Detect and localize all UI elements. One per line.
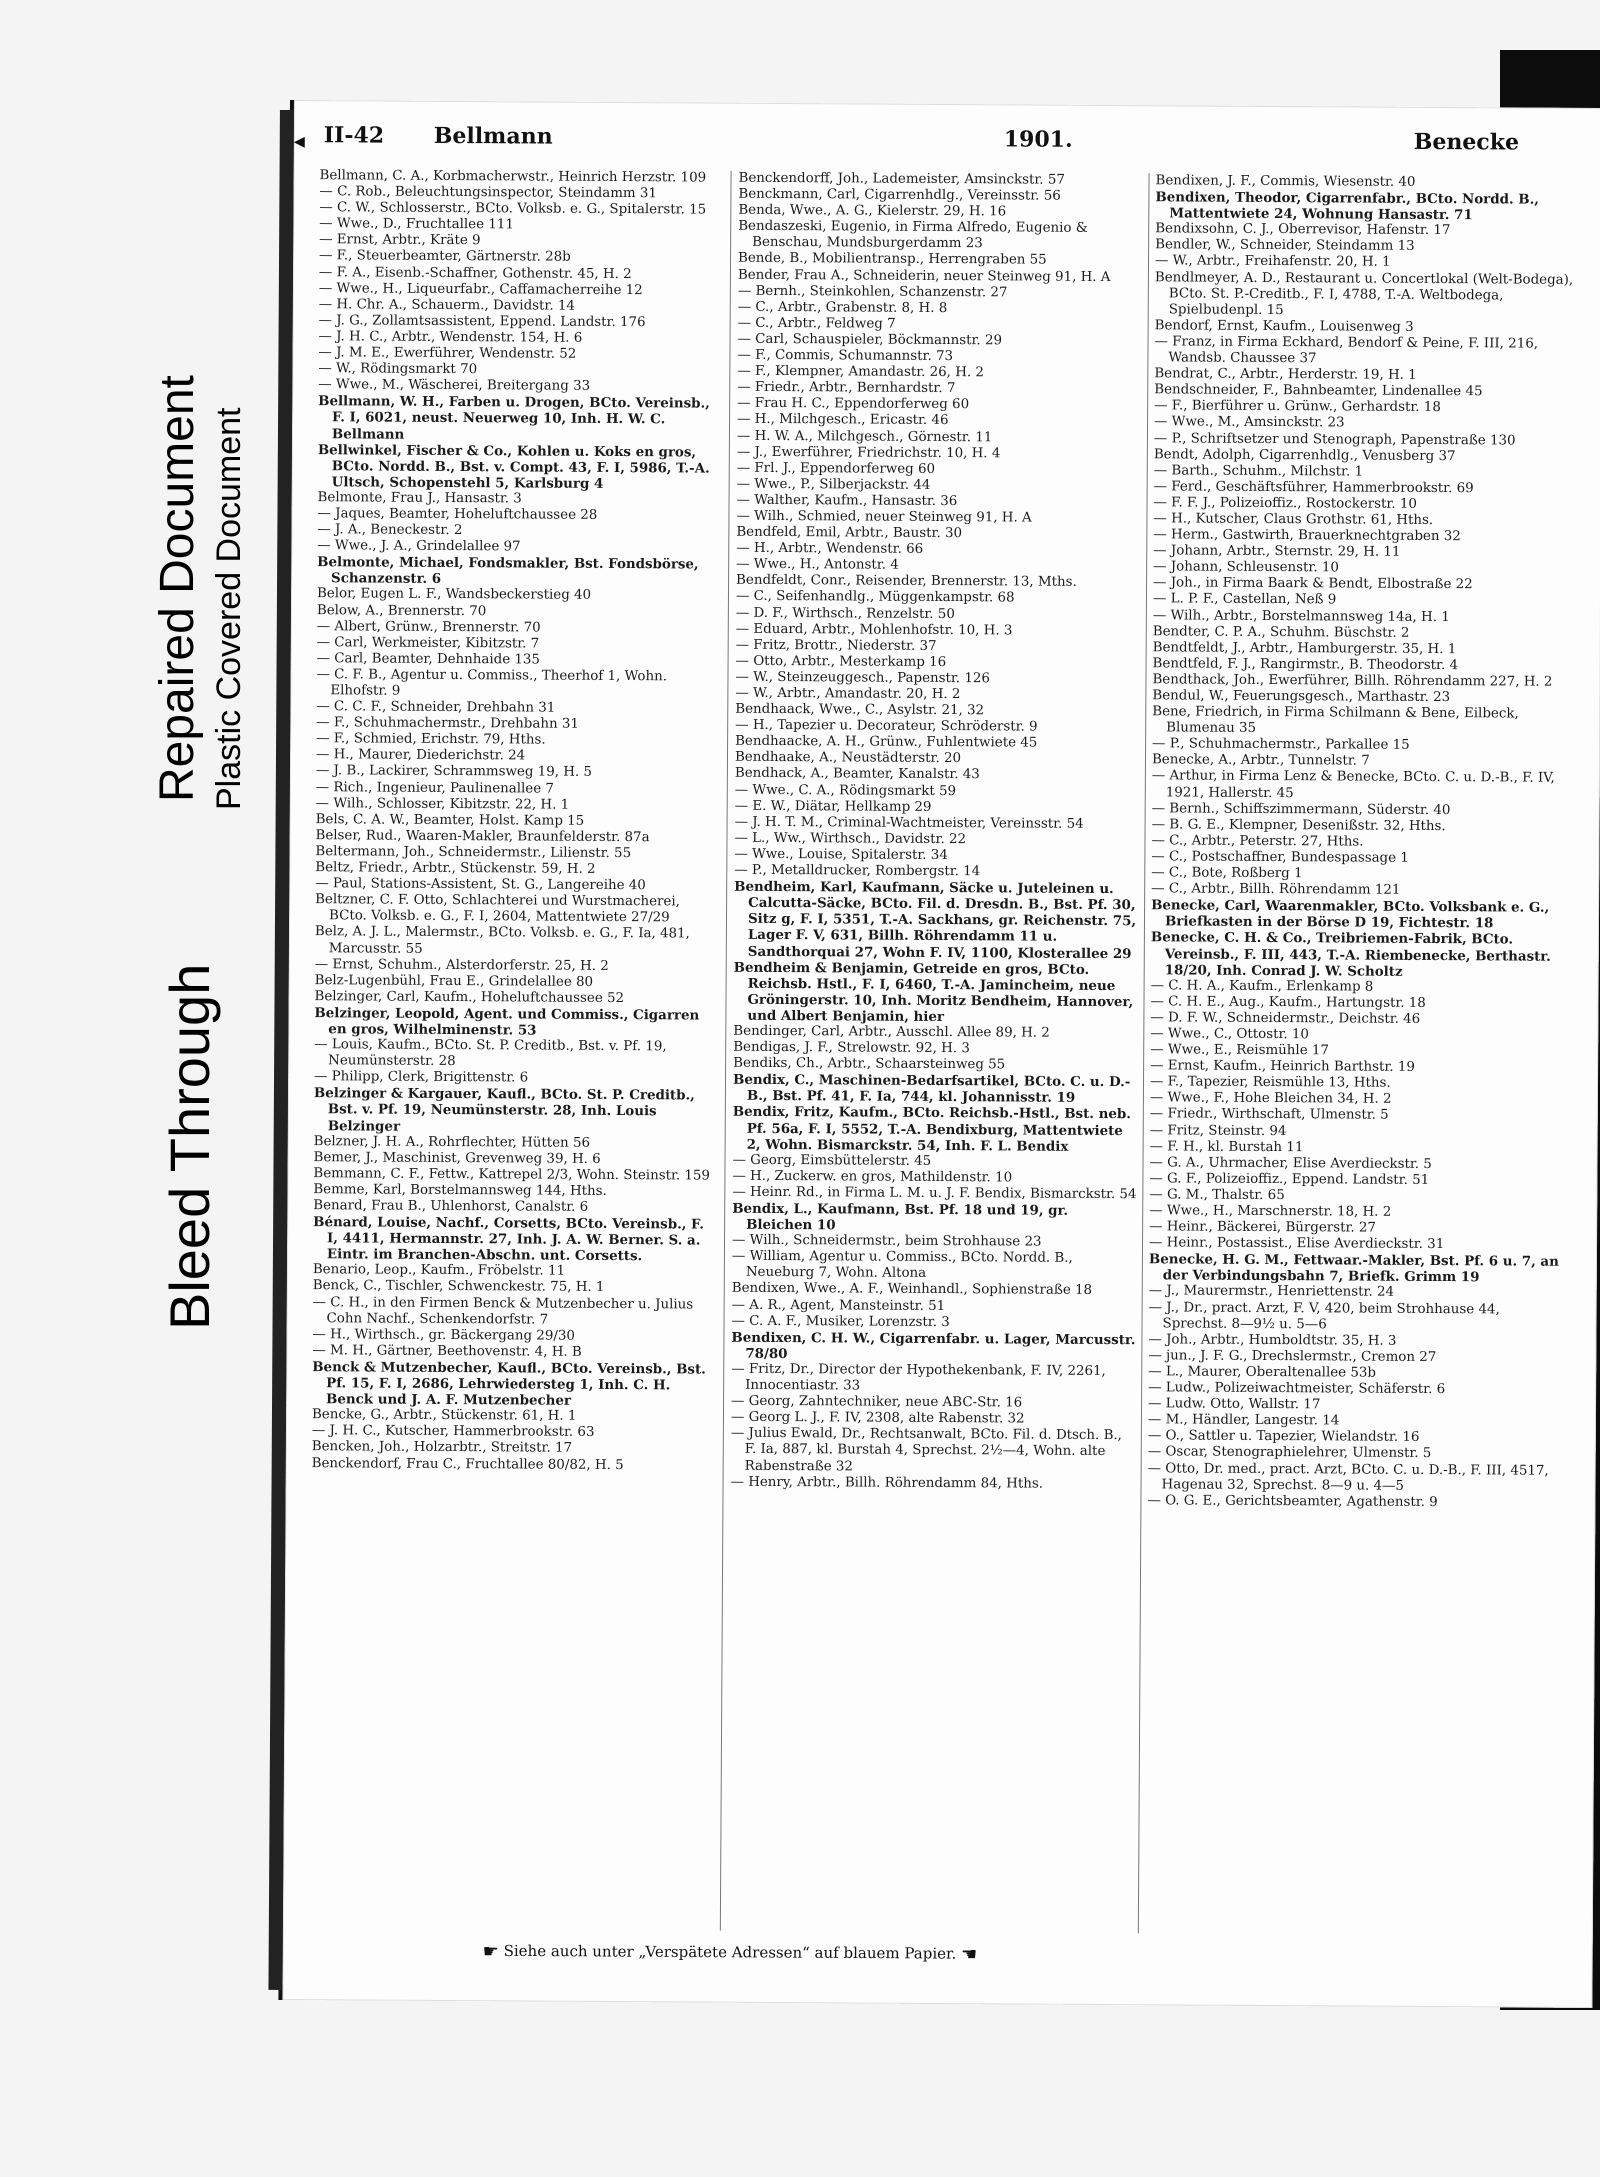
directory-entry: — Otto, Arbtr., Mesterkamp 16 — [735, 653, 947, 670]
directory-entry: — F., Bierführer u. Grünw., Gerhardstr. 18 — [1154, 398, 1441, 416]
page-footer-note — [483, 1941, 1383, 1976]
directory-entry: — C. Rob., Beleuchtungsinspector, Steindamm 31 — [319, 184, 657, 202]
directory-entry: — J. G., Zollamtsassistent, Eppend. Landstr. 176 — [318, 313, 646, 331]
directory-entry: — Wilh., Schneidermstr., beim Strohhause 23 — [731, 1232, 1042, 1250]
directory-entry: — Ludw., Polizeiwachtmeister, Schäferstr. 6 — [1148, 1380, 1446, 1398]
directory-entry: — C., Arbtr., Grabenstr. 8, H. 8 — [737, 299, 948, 316]
directory-entry: — Ferd., Geschäftsführer, Hammerbrookstr. 69 — [1153, 479, 1474, 497]
directory-entry: — Carl, Schauspieler, Böckmannstr. 29 — [737, 331, 1003, 349]
directory-entry: — O., Sattler u. Tapezier, Wielandstr. 16 — [1147, 1428, 1420, 1446]
directory-entry: — Heinr., Postassist., Elise Averdieckstr. 31 — [1148, 1235, 1445, 1253]
directory-entry: — Carl, Beamter, Dehnhaide 135 — [316, 650, 541, 668]
directory-entry: — C., Postschaffner, Bundespassage 1 — [1151, 849, 1409, 866]
directory-entry: — Heinr. Rd., in Firma L. M. u. J. F. Bendix, Bismarckstr. 54 — [732, 1184, 1137, 1203]
directory-entry: — Herm., Gastwirth, Brauerknechtgraben 32 — [1153, 527, 1461, 545]
directory-entry: — Wwe., P., Silberjackstr. 44 — [736, 476, 931, 493]
directory-entry: — Wwe., E., Reismühle 17 — [1150, 1042, 1329, 1059]
directory-entry: — Joh., Arbtr., Humboldtstr. 35, H. 3 — [1148, 1332, 1397, 1349]
page-header — [293, 122, 1584, 170]
directory-entry: — D. F. W., Schneidermstr., Deichstr. 46 — [1150, 1010, 1421, 1027]
directory-entry: — P., Metalldrucker, Rombergstr. 14 — [734, 862, 981, 880]
label-bleed-through: Bleed Through — [158, 963, 221, 1330]
directory-entry: Benard, Frau B., Uhlenhorst, Canalstr. 6 — [313, 1198, 589, 1215]
directory-entry: Below, A., Brennerstr. 70 — [316, 602, 487, 619]
directory-entry: — Wwe., J. A., Grindelallee 97 — [317, 538, 521, 555]
directory-entry: — William, Agentur u. Commiss., BCto. Nordd. B., Neueburg 7, Wohn. Altona — [731, 1249, 1073, 1282]
directory-entry: Bendfeldt, Conr., Reisender, Brennerstr. 13, Mths. — [736, 573, 1077, 591]
directory-entry: Bendtfeldt, J., Arbtr., Hamburgerstr. 35, H. 1 — [1152, 639, 1457, 657]
directory-entry: Bencke, G., Arbtr., Stückenstr. 61, H. 1 — [311, 1407, 577, 1424]
directory-entry: Bendt, Adolph, Cigarrenhdlg., Venusberg 37 — [1153, 446, 1456, 464]
directory-entry: — Paul, Stations-Assistent, St. G., Langereihe 40 — [315, 876, 646, 894]
directory-entry: Bellmann, C. A., Korbmacherwstr., Heinrich Herzstr. 109 — [319, 168, 707, 186]
directory-entry: Belzinger, Carl, Kaufm., Hoheluftchaussee 52 — [314, 988, 625, 1006]
directory-entry: — H., Tapezier u. Decorateur, Schröderstr. 9 — [735, 717, 1038, 735]
directory-entry: — Arthur, in Firma Lenz & Benecke, BCto. C. u. D.-B., F. IV, 1921, Hallerstr. 45 — [1151, 768, 1555, 801]
directory-entry: — Philipp, Clerk, Brigittenstr. 6 — [313, 1069, 529, 1086]
directory-entry: — H., Kutscher, Claus Grothstr. 61, Hths. — [1153, 511, 1434, 528]
directory-entry: — D. F., Wirthsch., Renzelstr. 50 — [735, 605, 955, 622]
directory-column-1 — [309, 168, 725, 1930]
directory-entry: Bendixen, J. F., Commis, Wiesenstr. 40 — [1155, 173, 1416, 190]
category-labels — [95, 30, 295, 1330]
directory-entry: Bendhaake, A., Neustädterstr. 20 — [734, 750, 962, 767]
directory-entry: Bendheim, Karl, Kaufmann, Säcke u. Juteleinen u. Calcutta-Säcke, BCto. Fil. d. Dresdn. B., Bst. Pf. 30, Sitz g, F. I, 5351, T.-A. Sackhans, gr. Reichenstr. 75, Lager F. V, 631, Billh. Röhrendamm 11 u. Sandthorquai 27, Wohn F. IV, 1100, Klosterallee 29 — [734, 878, 1137, 962]
directory-entry: — J. A., Beneckestr. 2 — [317, 522, 463, 539]
directory-entry: — H., Maurer, Diederichstr. 24 — [315, 747, 526, 764]
directory-entry: Benck & Mutzenbecher, Kaufl., BCto. Vereinsb., Bst. Pf. 15, F. I, 2686, Lehrwiedersteg 1, Inh. C. H. Benck und J. A. F. Mutzenbecher — [312, 1359, 706, 1409]
directory-page — [278, 100, 1600, 2008]
directory-entry: — Henry, Arbtr., Billh. Röhrendamm 84, Hths. — [730, 1474, 1044, 1492]
directory-entry: — F. H., kl. Burstah 11 — [1149, 1138, 1304, 1155]
directory-entry: — C., Bote, Roßberg 1 — [1151, 865, 1303, 882]
directory-entry: — C. H. A., Kaufm., Erlenkamp 8 — [1150, 977, 1374, 995]
directory-entry: — J., Maurermstr., Henriettenstr. 24 — [1148, 1283, 1395, 1301]
directory-entry: Belzinger & Kargauer, Kaufl., BCto. St. P. Creditb., Bst. v. Pf. 19, Neumünsterstr. 28, Inh. Louis Belzinger — [313, 1085, 695, 1135]
directory-entry: Benecke, C. H. & Co., Treibriemen-Fabrik, BCto. Vereinsb., F. III, 443, T.-A. Riembenecke, Berthastr. 18/20, Inh. Conrad J. W. Scholtz — [1150, 929, 1551, 980]
directory-entry: Bendigas, J. F., Strelowstr. 92, H. 3 — [733, 1039, 970, 1057]
directory-entry: — W., Arbtr., Amandastr. 20, H. 2 — [735, 685, 961, 703]
label-plastic-covered-document: Plastic Covered Document — [210, 407, 248, 810]
directory-entry: — G. M., Thalstr. 65 — [1149, 1187, 1285, 1204]
directory-entry: — H. Chr. A., Schauerm., Davidstr. 14 — [318, 296, 575, 314]
directory-entry: Bendler, W., Schneider, Steindamm 13 — [1155, 237, 1415, 255]
directory-entry: — P., Schriftsetzer und Stenograph, Papenstraße 130 — [1153, 430, 1516, 448]
directory-entry: — Ernst, Schuhm., Alsterdorferstr. 25, H. 2 — [314, 956, 609, 974]
directory-entry: — F., Schuhmachermstr., Drehbahn 31 — [316, 715, 579, 732]
directory-entry: — Louis, Kaufm., BCto. St. P. Creditb., Bst. v. Pf. 19, Neumünsterstr. 28 — [314, 1037, 667, 1070]
directory-entry: Bendixsohn, C. J., Oberrevisor, Hafenstr. 17 — [1155, 221, 1451, 239]
directory-entry: — B. G. E., Klempner, Desenißstr. 32, Hths. — [1151, 817, 1446, 834]
directory-entry: — J. H. C., Arbtr., Wendenstr. 154, H. 6 — [318, 329, 583, 346]
directory-entry: — F., Schmied, Erichstr. 79, Hths. — [316, 731, 546, 748]
directory-entry: Bendter, C. P. A., Schuhm. Büschstr. 2 — [1152, 623, 1410, 641]
pointing-hand-right-icon: ☛ — [482, 1941, 499, 1963]
directory-entry: — H., Arbtr., Wendenstr. 66 — [736, 540, 924, 558]
directory-entry: Bendixen, Theodor, Cigarrenfabr., BCto. Nordd. B., Mattentwiete 24, Wohnung Hansastr. 71 — [1155, 189, 1540, 224]
directory-entry: — C., Arbtr., Billh. Röhrendamm 121 — [1151, 881, 1401, 898]
directory-entry: Bene, Friedrich, in Firma Schilmann & Bene, Eilbeck, Blumenau 35 — [1152, 704, 1519, 737]
directory-entry: — L., Ww., Wirthsch., Davidstr. 22 — [734, 830, 967, 847]
directory-entry: — H., Zuckerw. en gros, Mathildenstr. 10 — [732, 1168, 1013, 1186]
directory-entry: — F., Commis, Schumannstr. 73 — [737, 347, 954, 365]
directory-entry: — W., Rödingsmarkt 70 — [318, 361, 478, 378]
directory-entry: Belmonte, Frau J., Hansastr. 3 — [317, 490, 522, 507]
directory-entry: Belzinger, Leopold, Agent. und Commiss., Cigarren en gros, Wilhelminenstr. 53 — [314, 1005, 700, 1039]
directory-entry: — C. H. E., Aug., Kaufm., Hartungstr. 18 — [1150, 994, 1426, 1011]
directory-entry: — Johann, Arbtr., Sternstr. 29, H. 11 — [1153, 543, 1401, 560]
directory-entry: Bénard, Louise, Nachf., Corsetts, BCto. Vereinsb., F. I, 4411, Hermannstr. 27, Inh. J. A. W. Berner. S. a. Eintr. im Branchen-Abschn. unt. Corsetts. — [313, 1214, 704, 1265]
directory-entry: Bemmann, C. F., Fettw., Kattrepel 2/3, Wohn. Steinstr. 159 — [313, 1165, 711, 1184]
directory-entry: — C. C. F., Schneider, Drehbahn 31 — [316, 699, 556, 716]
directory-entry: — C. F. B., Agentur u. Commiss., Theerhof 1, Wohn. Elhofstr. 9 — [316, 667, 668, 699]
directory-entry: — H., Milchgesch., Ericastr. 46 — [737, 412, 949, 429]
directory-entry: Benda, Wwe., A. G., Kielerstr. 29, H. 16 — [738, 202, 1007, 220]
directory-entry: Bendinger, Carl, Arbtr., Ausschl. Allee 89, H. 2 — [733, 1023, 1050, 1041]
directory-entry: Bendaszeski, Eugenio, in Firma Alfredo, Eugenio & Benschau, Mundsburgerdamm 23 — [738, 219, 1088, 252]
directory-entry: — Eduard, Arbtr., Mohlenhofstr. 10, H. 3 — [735, 621, 1013, 639]
directory-entry: Bendixen, C. H. W., Cigarrenfabr. u. Lager, Marcusstr. 78/80 — [731, 1329, 1136, 1362]
directory-entry: — jun., J. F. G., Drechslermstr., Cremon 27 — [1148, 1348, 1437, 1365]
directory-entry: — F. A., Eisenb.-Schaffner, Gothenstr. 45, H. 2 — [318, 264, 632, 282]
directory-entry: — M., Händler, Langestr. 14 — [1147, 1412, 1340, 1429]
directory-entry: — Wwe., C. A., Rödingsmarkt 59 — [734, 782, 957, 799]
directory-entry: — Bernh., Steinkohlen, Schanzenstr. 27 — [737, 283, 1008, 301]
directory-entry: — Otto, Dr. med., pract. Arzt, BCto. C. u. D.-B., F. III, 4517, Hagenau 32, Sprechst. 8—9 u. 4—5 — [1147, 1460, 1549, 1494]
directory-entry: — Fritz, Steinstr. 94 — [1149, 1122, 1287, 1139]
directory-entry: Beltzner, C. F. Otto, Schlachterei und Wurstmacherei, BCto. Volksb. e. G., F. I, 2604, Mattentwiete 27/29 — [315, 892, 680, 926]
directory-entry: — Frau H. C., Eppendorferweg 60 — [737, 396, 970, 413]
directory-entry: Bendfeld, Emil, Arbtr., Baustr. 30 — [736, 524, 963, 542]
directory-entry: — Georg L. J., F. IV, 2308, alte Rabenstr. 32 — [730, 1409, 1025, 1427]
directory-entry: Bendul, W., Feuerungsgesch., Marthastr. 23 — [1152, 688, 1451, 706]
directory-entry: — J. H. T. M., Criminal-Wachtmeister, Vereinsstr. 54 — [734, 814, 1084, 832]
directory-entry: — G. A., Uhrmacher, Elise Averdieckstr. 5 — [1149, 1154, 1432, 1172]
directory-entry: Belmonte, Michael, Fondsmakler, Bst. Fondsbörse, Schanzenstr. 6 — [317, 554, 699, 588]
directory-entry: — C. W., Schlosserstr., BCto. Volksb. e. G., Spitalerstr. 15 — [319, 200, 707, 218]
directory-entry: — Albert, Grünw., Brennerstr. 70 — [316, 618, 541, 636]
directory-entry: — Fritz, Brottr., Niederstr. 37 — [735, 637, 937, 654]
directory-entry: Benecke, A., Arbtr., Tunnelstr. 7 — [1151, 752, 1370, 769]
directory-entry: Bendorf, Ernst, Kaufm., Louisenweg 3 — [1154, 318, 1414, 335]
directory-entry: Bellwinkel, Fischer & Co., Kohlen u. Koks en gros, BCto. Nordd. B., Bst. v. Compt. 43, F. I, 5986, T.-A. Ultsch, Schopenstehl 5, Karlsburg 4 — [317, 441, 710, 492]
directory-entry: Bendiks, Ch., Arbtr., Schaarsteinweg 55 — [733, 1055, 1006, 1073]
directory-entry: — C., Arbtr., Peterstr. 27, Hths. — [1151, 833, 1364, 850]
directory-entry: — Oscar, Stenographielehrer, Ulmenstr. 5 — [1147, 1444, 1432, 1462]
directory-entry: — Ernst, Arbtr., Kräte 9 — [319, 232, 481, 249]
directory-entry: Belz-Lugenbühl, Frau E., Grindelallee 80 — [314, 972, 594, 990]
directory-entry: — C., Seifenhandlg., Müggenkampstr. 68 — [735, 589, 1015, 606]
directory-entry: Benecke, Carl, Waarenmakler, BCto. Volksbank e. G., Briefkasten in der Börse D 19, Fichtestr. 18 — [1151, 897, 1550, 932]
directory-entry: Bende, B., Mobilientransp., Herrengraben 55 — [737, 251, 1047, 269]
directory-entry: — C. H., in den Firmen Benck & Mutzenbecher u. Julius Cohn Nachf., Schenkendorfstr. 7 — [312, 1294, 694, 1328]
directory-entry: — Georg, Eimsbüttelerstr. 45 — [732, 1152, 932, 1169]
directory-entry: — F. F. J., Polizeioffiz., Rostockerstr. 10 — [1153, 495, 1417, 512]
directory-entry: — Wilh., Schlosser, Kibitzstr. 22, H. 1 — [315, 795, 570, 813]
directory-entry: — H. W. A., Milchgesch., Görnestr. 11 — [736, 428, 993, 445]
directory-entry: — Walther, Kaufm., Hansastr. 36 — [736, 492, 958, 509]
directory-entry: — Johann, Schleusenstr. 10 — [1153, 559, 1339, 576]
directory-entry: Bendtfeld, F. J., Rangirmstr., B. Theodorstr. 4 — [1152, 656, 1459, 673]
directory-entry: Benario, Leop., Kaufm., Fröbelstr. 11 — [312, 1262, 566, 1280]
right-running-head: Benecke — [1413, 128, 1520, 156]
directory-entry: — F., Klempner, Amandastr. 26, H. 2 — [737, 363, 984, 381]
directory-entry: Bendheim & Benjamin, Getreide en gros, BCto. Reichsb. Hstl., F. I, 6460, T.-A. Jamincheim, neue Gröningerstr. 10, Inh. Moritz Bendheim, Hannover, und Albert Benjamin, hier — [733, 959, 1134, 1025]
directory-entry: — Wwe., H., Antonstr. 4 — [736, 556, 899, 573]
directory-entry: Bendix, C., Maschinen-Bedarfsartikel, BCto. C. u. D.-B., Bst. Pf. 41, F. Ia, 744, kl. Johannisstr. 19 — [732, 1071, 1131, 1107]
directory-entry: — E. W., Diätar, Hellkamp 29 — [734, 798, 932, 815]
directory-entry: — Joh., in Firma Baark & Bendt, Elbostraße 22 — [1153, 575, 1473, 593]
directory-entry: Bendthack, Joh., Ewerführer, Billh. Röhrendamm 227, H. 2 — [1152, 672, 1553, 690]
directory-entry: Bendix, Fritz, Kaufm., BCto. Reichsb.-Hstl., Bst. neb. Pf. 56a, F. I, 5552, T.-A. Bendixburg, Mattentwiete 2, Wohn. Bismarckstr. 54, Inh. F. L. Bendix — [732, 1104, 1131, 1155]
page-number: II-42 — [323, 122, 385, 149]
directory-entry: Bellmann, W. H., Farben u. Drogen, BCto. Vereinsb., F. I, 6021, neust. Neuerweg 10, Inh. H. W. C. Bellmann — [318, 393, 710, 443]
directory-entry: — Barth., Schuhm., Milchstr. 1 — [1153, 462, 1364, 480]
directory-entry: Bels, C. A. W., Beamter, Holst. Kamp 15 — [315, 811, 585, 829]
directory-entry: — W., Arbtr., Freihafenstr. 20, H. 1 — [1154, 253, 1391, 271]
directory-entry: — F., Steuerbeamter, Gärtnerstr. 28b — [319, 248, 571, 266]
directory-column-3 — [1145, 173, 1576, 1936]
scan-margin-bottom — [0, 2010, 1600, 2177]
directory-entry: Bender, Frau A., Schneiderin, neuer Steinweg 91, H. A — [737, 267, 1111, 285]
directory-entry: Bendschneider, F., Bahnbeamter, Lindenallee 45 — [1154, 382, 1483, 400]
footer-text: Siehe auch unter „Verspätete Adressen“ auf blauem Papier. — [503, 1941, 957, 1963]
directory-entry: Bendhaack, Wwe., C., Asylstr. 21, 32 — [735, 701, 985, 719]
directory-entry: Beltermann, Joh., Schneidermstr., Lilienstr. 55 — [315, 844, 632, 862]
directory-entry: — A. R., Agent, Mansteinstr. 51 — [731, 1297, 946, 1314]
directory-entry: Bencken, Joh., Holzarbtr., Streitstr. 17 — [311, 1439, 573, 1457]
directory-entry: — Wwe., C., Ottostr. 10 — [1150, 1026, 1309, 1043]
directory-entry: Benecke, H. G. M., Fettwaar.-Makler, Bst. Pf. 6 u. 7, an der Verbindungsbahn 7, Briefk. Grimm 19 — [1148, 1251, 1559, 1286]
directory-entry: — Wwe., Louise, Spitalerstr. 34 — [734, 846, 948, 863]
margin-mark: ◂ — [293, 128, 305, 155]
directory-entry: — Wwe., F., Hohe Bleichen 34, H. 2 — [1149, 1090, 1392, 1108]
directory-entry: — Fritz, Dr., Director der Hypothekenbank, F. IV, 2261, Innocentiastr. 33 — [731, 1361, 1106, 1394]
directory-entry: — Jaques, Beamter, Hoheluftchaussee 28 — [317, 506, 598, 523]
directory-entry: — Wilh., Schmied, neuer Steinweg 91, H. A — [736, 508, 1032, 526]
directory-entry: Beltz, Friedr., Arbtr., Stückenstr. 59, H. 2 — [315, 860, 596, 877]
directory-entry: Benck, C., Tischler, Schwenckestr. 75, H. 1 — [312, 1278, 605, 1296]
directory-entry: — J., Dr., pract. Arzt, F. V, 420, beim Strohhause 44, Sprechst. 8—9½ u. 5—6 — [1148, 1299, 1500, 1333]
directory-entry: — Rich., Ingenieur, Paulinenallee 7 — [315, 779, 554, 797]
directory-entry: — J. B., Lackirer, Schrammsweg 19, H. 5 — [315, 763, 593, 781]
directory-entry: Bendix, L., Kaufmann, Bst. Pf. 18 und 19, gr. Bleichen 10 — [732, 1200, 1069, 1234]
directory-entry: — P., Schuhmachermstr., Parkallee 15 — [1152, 736, 1410, 754]
directory-entry: — W., Steinzeuggesch., Papenstr. 126 — [735, 669, 990, 687]
directory-entry: Belser, Rud., Waaren-Makler, Braunfelderstr. 87a — [315, 828, 650, 846]
directory-entry: Bendhack, A., Beamter, Kanalstr. 43 — [734, 766, 980, 783]
directory-entry: Belor, Eugen L. F., Wandsbeckerstieg 40 — [316, 586, 592, 604]
directory-entry: Bendixen, Wwe., A. F., Weinhandl., Sophienstraße 18 — [731, 1281, 1093, 1299]
label-repaired-document: Repaired Document — [151, 375, 204, 802]
directory-entry: — J. H. C., Kutscher, Hammerbrookstr. 63 — [311, 1423, 595, 1441]
directory-entry: — M. H., Gärtner, Beethovenstr. 4, H. B — [312, 1343, 582, 1360]
directory-entry: Benckendorf, Frau C., Fruchtallee 80/82, H. 5 — [311, 1455, 624, 1473]
directory-entry: — Ludw. Otto, Wallstr. 17 — [1148, 1396, 1321, 1413]
directory-entry: — Carl, Werkmeister, Kibitzstr. 7 — [316, 634, 540, 652]
directory-entry: — Wwe., H., Marschnerstr. 18, H. 2 — [1149, 1203, 1392, 1220]
directory-entry: — L., Maurer, Oberaltenallee 53b — [1148, 1364, 1377, 1381]
directory-entry: — Wilh., Arbtr., Borstelmannsweg 14a, H. 1 — [1152, 607, 1450, 625]
directory-entry: — Wwe., M., Wäscherei, Breitergang 33 — [318, 377, 591, 395]
left-running-head: Bellmann — [433, 122, 553, 150]
directory-entry: — Friedr., Arbtr., Bernhardstr. 7 — [737, 379, 956, 397]
directory-entry: — G. F., Polizeioffiz., Eppend. Landstr. 51 — [1149, 1171, 1430, 1188]
directory-entry: Bendrat, C., Arbtr., Herderstr. 19, H. 1 — [1154, 366, 1417, 384]
directory-entry: — H., Wirthsch., gr. Bäckergang 29/30 — [312, 1326, 575, 1344]
directory-entry: — Wwe., H., Liqueurfabr., Caffamacherreihe 12 — [318, 280, 643, 298]
directory-entry: — Julius Ewald, Dr., Rechtsanwalt, BCto. Fil. d. Dtsch. B., F. Ia, 887, kl. Burstah 4, Sprechst. 2½—4, Wohn. alte Rabenstraße 32 — [730, 1426, 1122, 1474]
directory-entry: — Wwe., D., Fruchtallee 111 — [319, 216, 514, 233]
directory-entry: — C., Arbtr., Feldweg 7 — [737, 315, 896, 332]
directory-entry: — Heinr., Bäckerei, Bürgerstr. 27 — [1149, 1219, 1377, 1236]
directory-entry: Benckendorff, Joh., Lademeister, Amsinckstr. 57 — [738, 170, 1065, 188]
directory-entry: Belzner, J. H. A., Rohrflechter, Hütten 56 — [313, 1133, 591, 1151]
directory-entry: — J. M. E., Ewerführer, Wendenstr. 52 — [318, 345, 577, 362]
directory-entry: — Franz, in Firma Eckhard, Bendorf & Peine, F. III, 216, Wandsb. Chaussee 37 — [1154, 334, 1539, 367]
directory-entry: Bendhaacke, A. H., Grünw., Fuhlentwiete 45 — [735, 734, 1038, 751]
directory-entry: Belz, A. J. L., Malermstr., BCto. Volksb. e. G., F. Ia, 481, Marcusstr. 55 — [314, 924, 690, 957]
year-heading: 1901. — [1003, 126, 1073, 153]
directory-entry: — Wwe., M., Amsinckstr. 23 — [1154, 414, 1345, 431]
directory-entry: Bendlmeyer, A. D., Restaurant u. Concertlokal (Welt-Bodega), BCto. St. P.-Creditb., F. I, 4788, T.-A. Weltbodega, Spielbudenpl. 15 — [1154, 269, 1574, 318]
directory-entry: — Frl. J., Eppendorferweg 60 — [736, 460, 936, 477]
directory-entry: Benckmann, Carl, Cigarrenhdlg., Vereinsstr. 56 — [738, 186, 1061, 204]
directory-entry: — Georg, Zahntechniker, neue ABC-Str. 16 — [731, 1393, 1023, 1411]
directory-entry: Bemer, J., Maschinist, Grevenweg 39, H. 6 — [313, 1149, 601, 1167]
directory-entry: — O. G. E., Gerichtsbeamter, Agathenstr. 9 — [1147, 1492, 1438, 1510]
directory-entry: — C. A. F., Musiker, Lorenzstr. 3 — [731, 1313, 950, 1330]
directory-entry: — L. P. F., Castellan, Neß 9 — [1152, 591, 1337, 608]
pointing-hand-left-icon: ☚ — [961, 1944, 978, 1966]
directory-entry: — J., Ewerführer, Friedrichstr. 10, H. 4 — [736, 444, 1001, 461]
directory-column-2 — [728, 171, 1144, 1933]
directory-entry: Bemme, Karl, Borstelmannsweg 144, Hths. — [313, 1182, 607, 1199]
directory-entry: — Ernst, Kaufm., Heinrich Barthstr. 19 — [1150, 1058, 1415, 1076]
directory-entry: — Friedr., Wirthschaft, Ulmenstr. 5 — [1149, 1106, 1389, 1124]
directory-entry: — F., Tapezier, Reismühle 13, Hths. — [1149, 1074, 1391, 1091]
directory-entry: — Bernh., Schiffszimmermann, Süderstr. 40 — [1151, 800, 1451, 818]
